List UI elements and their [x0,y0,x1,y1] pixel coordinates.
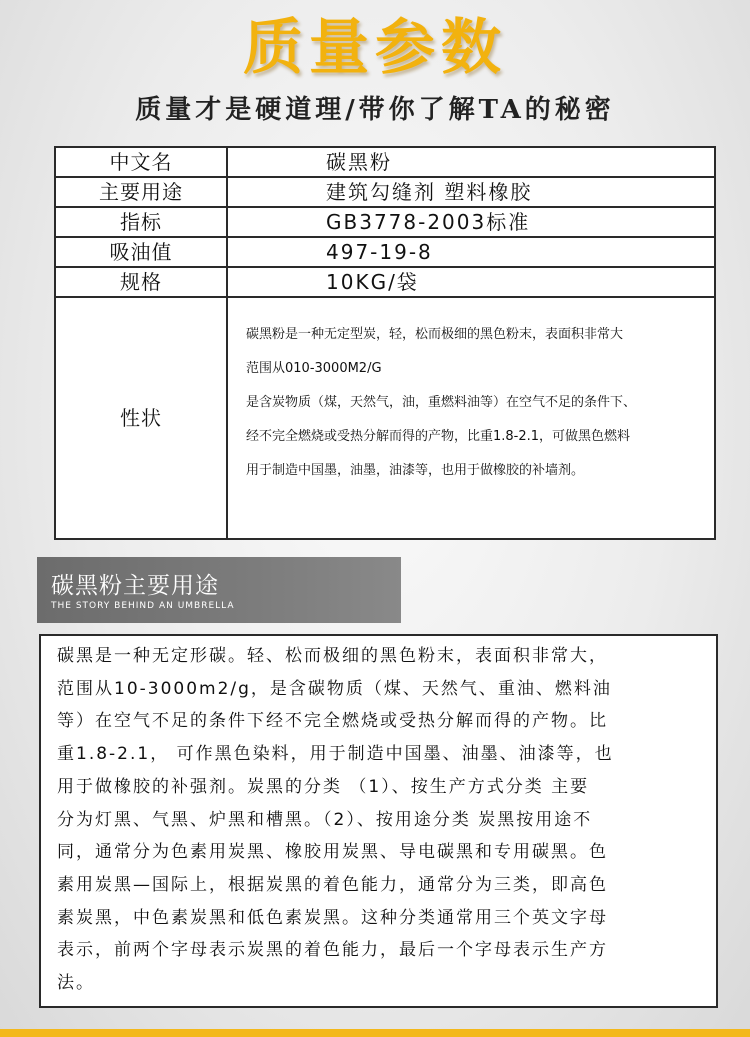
param-value-properties [227,297,715,539]
table-row [55,297,715,539]
param-value-specification: 10KG/袋 [227,267,715,297]
table-row [55,177,715,207]
param-label-chinese-name: 中文名 [55,147,227,177]
usage-line: 法。 [57,973,95,994]
table-row [55,237,715,267]
properties-line: 用于制造中国墨，油墨，油漆等，也用于做橡胶的补墙剂。 [246,463,585,478]
properties-line: 是含炭物质（煤，天然气，油，重燃料油等）在空气不足的条件下、 [246,395,637,410]
usage-line: 分为灯黑、气黑、炉黑和槽黑。（2）、按用途分类 炭黑按用途不 [57,809,593,830]
bottom-accent-bar [0,1029,750,1037]
page-title: 质量参数 [243,13,507,83]
usage-line: 素用炭黑—国际上，根据炭黑的着色能力，通常分为三类，即高色 [57,874,608,895]
properties-line: 范围从010-3000M2/G [246,361,382,376]
usage-line: 重1.8-2.1， 可作黑色染料，用于制造中国墨、油墨、油漆等，也 [57,744,614,765]
param-value-chinese-name: 碳黑粉 [227,147,715,177]
param-value-standard: GB3778-2003标准 [227,207,715,237]
param-label-properties: 性状 [55,297,227,539]
section-banner [37,557,401,623]
param-label-standard: 指标 [55,207,227,237]
param-label-specification: 规格 [55,267,227,297]
section-title: 碳黑粉主要用途 [51,573,219,599]
usage-line: 同，通常分为色素用炭黑、橡胶用炭黑、导电碳黑和专用碳黑。色 [57,842,608,863]
table-row [55,147,715,177]
properties-line: 经不完全燃烧或受热分解而得的产物，比重1.8-2.1，可做黑色燃料 [246,429,631,444]
usage-line: 范围从10-3000m2/g，是含碳物质（煤、天然气、重油、燃料油 [57,678,612,699]
table-row [55,207,715,237]
param-label-main-use: 主要用途 [55,177,227,207]
usage-line: 碳黑是一种无定形碳。轻、松而极细的黑色粉末，表面积非常大， [57,646,608,666]
parameters-table [54,146,716,540]
param-label-oil-absorption: 吸油值 [55,237,227,267]
usage-line: 用于做橡胶的补强剂。炭黑的分类 （1）、按生产方式分类 主要 [57,776,590,797]
usage-line: 素炭黑，中色素炭黑和低色素炭黑。这种分类通常用三个英文字母 [57,907,608,928]
properties-line: 碳黑粉是一种无定型炭，轻，松而极细的黑色粉末，表面积非常大 [246,327,624,342]
section-subtitle: THE STORY BEHIND AN UMBRELLA [51,601,235,611]
table-row [55,267,715,297]
usage-line: 等）在空气不足的条件下经不完全燃烧或受热分解而得的产物。比 [57,711,608,732]
param-value-oil-absorption: 497-19-8 [227,237,715,267]
param-value-main-use: 建筑勾缝剂 塑料橡胶 [227,177,715,207]
usage-description-box [39,634,718,1008]
usage-line: 表示，前两个字母表示炭黑的着色能力，最后一个字母表示生产方 [57,940,608,961]
page-subtitle: 质量才是硬道理/带你了解TA的秘密 [135,95,615,125]
